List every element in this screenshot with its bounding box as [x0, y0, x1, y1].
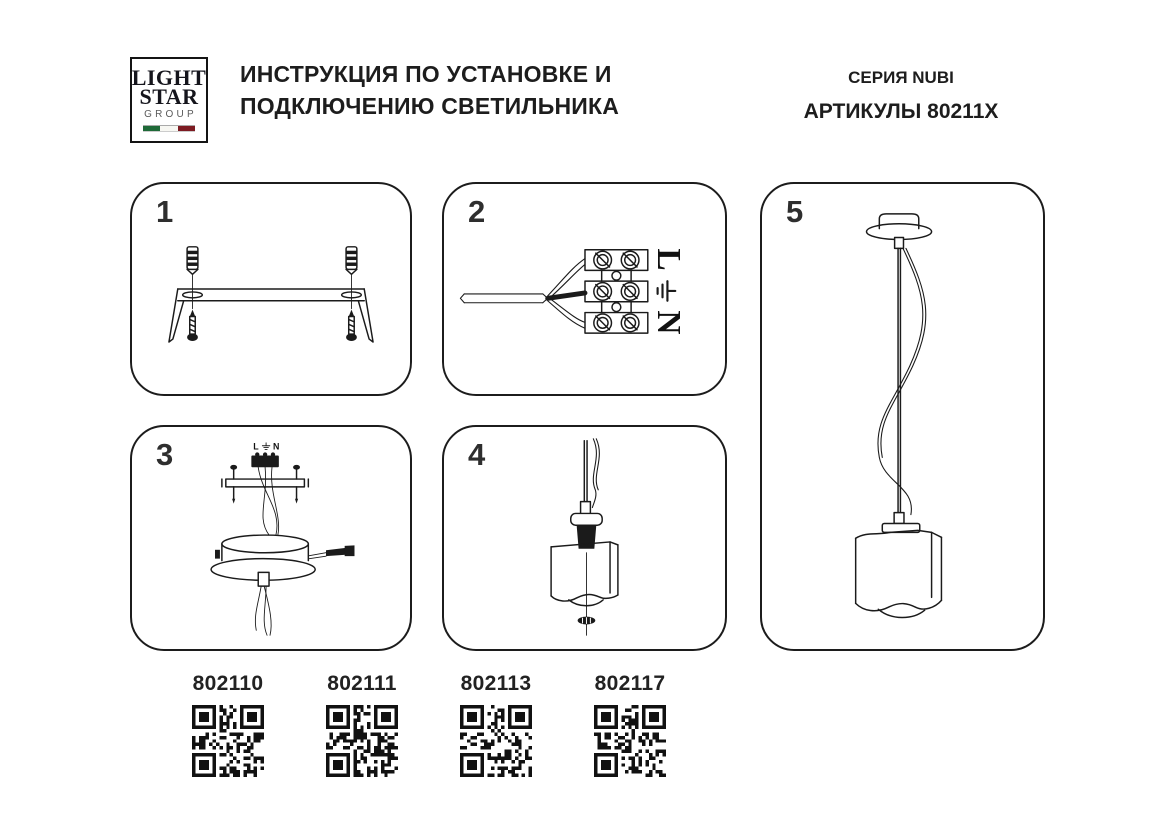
lamp-shade — [856, 530, 942, 617]
ceiling-canopy — [867, 214, 932, 249]
product-column — [322, 672, 402, 777]
step-panel-3 — [130, 425, 412, 651]
step-number: 2 — [468, 194, 486, 229]
logo-word-group: GROUP — [144, 109, 197, 121]
terminal-wiring-drawing — [444, 184, 725, 394]
logo-flag-stripe — [143, 125, 195, 132]
step-number: 3 — [156, 437, 174, 472]
bottom-fastener — [578, 553, 596, 636]
screw-right — [346, 310, 357, 341]
qr-code — [460, 705, 532, 777]
assembled-pendant-drawing — [762, 184, 1043, 649]
wall-plug-right — [346, 247, 357, 274]
product-column — [456, 672, 536, 777]
series-label: СЕРИЯ NUBI — [848, 68, 954, 87]
qr-code — [192, 705, 264, 777]
terminal-strip-N — [585, 313, 648, 334]
wires-to-canopy — [258, 467, 278, 535]
step-panel-4 — [442, 425, 727, 651]
shade-assembly-drawing — [444, 427, 725, 649]
mini-label-N: N — [272, 441, 280, 452]
flag-green-segment — [143, 126, 160, 131]
terminal-body — [602, 270, 631, 312]
earth-ground-symbol — [658, 281, 676, 301]
terminal-strip-earth — [585, 281, 648, 302]
side-screw — [309, 545, 354, 558]
mounting-bracket — [169, 289, 373, 342]
step-number: 5 — [786, 194, 804, 229]
qr-code — [594, 705, 666, 777]
articles-label: АРТИКУЛЫ 80211X — [803, 100, 999, 123]
article-number: 802113 — [460, 672, 532, 695]
suspension-cord — [584, 439, 599, 508]
step-number: 1 — [156, 194, 174, 229]
shade-fitting — [882, 513, 919, 533]
socket-assembly — [571, 502, 602, 549]
step-panel-5 — [760, 182, 1045, 651]
terminal-strip-L — [585, 250, 648, 271]
qr-code — [326, 705, 398, 777]
mini-label-L: L — [253, 441, 259, 452]
hanging-cord — [878, 248, 926, 514]
canopy-mounting-drawing — [132, 427, 410, 649]
product-column — [188, 672, 268, 777]
step-panel-1 — [130, 182, 412, 396]
wall-plug-left — [187, 247, 198, 274]
logo-word-star: STAR — [139, 84, 199, 109]
flag-red-segment — [178, 126, 195, 131]
flag-white-segment — [160, 126, 177, 131]
step-number: 4 — [468, 437, 486, 472]
cord-outlet — [255, 572, 271, 635]
screw-left — [187, 310, 198, 341]
terminal-block — [251, 452, 279, 467]
title-line-1: ИНСТРУКЦИЯ ПО УСТАНОВКЕ И — [240, 61, 612, 87]
page-title — [240, 58, 619, 122]
lightstar-logo — [130, 57, 208, 143]
article-number: 802117 — [594, 672, 666, 695]
article-number: 802110 — [192, 672, 264, 695]
bracket-screw-right — [293, 465, 300, 504]
label-L: L — [649, 248, 687, 271]
article-number: 802111 — [327, 672, 397, 695]
product-column — [590, 672, 670, 777]
title-line-2: ПОДКЛЮЧЕНИЮ СВЕТИЛЬНИКА — [240, 93, 620, 119]
mini-earth-symbol — [262, 443, 269, 450]
wires — [548, 259, 585, 329]
logo-word-light: LIGHT — [131, 64, 207, 90]
label-N: N — [649, 310, 687, 335]
bracket-anchors-drawing — [132, 184, 410, 394]
step-panel-2 — [442, 182, 727, 396]
suspension-rod — [898, 248, 900, 512]
series-block — [770, 68, 1032, 124]
bracket-screw-left — [230, 465, 237, 504]
lamp-shade — [551, 542, 618, 606]
supply-cable — [460, 294, 547, 303]
